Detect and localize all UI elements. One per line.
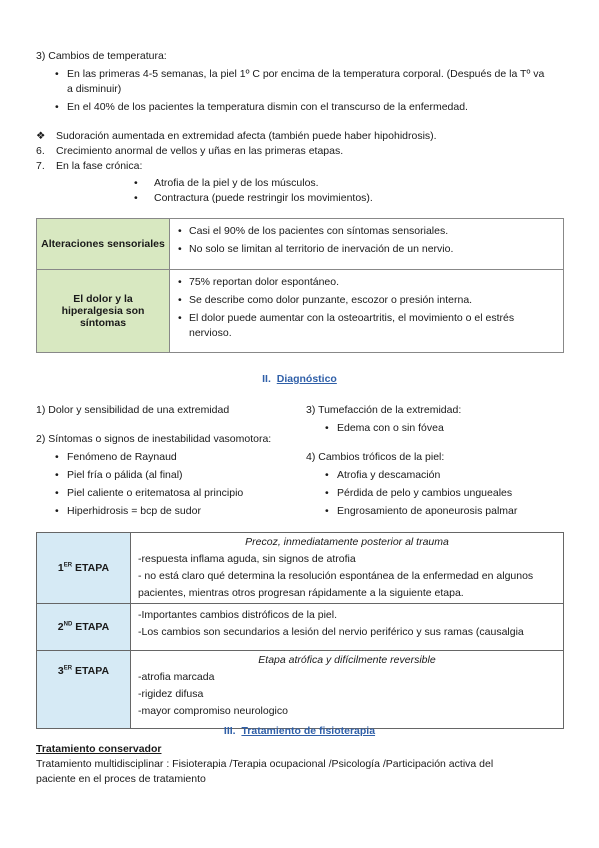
row-label: Alteraciones sensoriales [37,219,170,270]
list-item: • El dolor puede aumentar con la osteoartritis, el movimiento o el estrés nervioso. [189,311,556,341]
list-item: • Se describe como dolor punzante, escozor o presión interna. [189,293,556,308]
stages-table [36,532,564,729]
diamond-item: ❖ Sudoración aumentada en extremidad afecta (también puede haber hipohidrosis). [36,130,437,142]
stage-line: -respuesta inflama aguda, sin signos de atrofia [138,553,356,565]
diag-item-2-bullet: • Piel fría o pálida (al final) [55,469,183,481]
section-heading-diagnostico: II. Diagnóstico [262,373,337,385]
table-row [37,533,564,604]
table-row [37,270,564,353]
diag-item-1: 1) Dolor y sensibilidad de una extremidad [36,404,230,416]
diamond-bullet-icon: ❖ [36,130,46,142]
stage-content [131,533,564,604]
diag-item-2: 2) Síntomas o signos de inestabilidad vasomotora: [36,433,272,445]
stage-line: -Los cambios son secundarios a lesión del nervio periférico y sus ramas (causalgia [138,626,524,638]
temp-bullet-1-cont: a disminuir) [67,83,122,95]
stage-header: Precoz, inmediatamente posterior al trauma [245,536,449,548]
cronica-bullet-1: • Atrofia de la piel y de los músculos. [134,177,319,189]
temp-title: 3) Cambios de temperatura: [36,50,167,62]
stage-content [131,604,564,651]
section-heading-tratamiento: III. Tratamiento de fisioterapia [223,725,376,737]
list-item: • No solo se limitan al territorio de inervación de un nervio. [189,242,556,257]
row-content [170,219,564,270]
temp-bullet-1: • En las primeras 4-5 semanas, la piel 1º C por encima de la temperatura corporal. (Después de la Tº va [55,68,545,80]
stage-label: 3ER ETAPA [37,651,131,729]
diag-item-4-bullet: • Pérdida de pelo y cambios ungueales [325,487,513,499]
temp-bullet-2: • En el 40% de los pacientes la temperatura dismin con el transcurso de la enfermedad. [55,101,468,113]
stage-line: -Importantes cambios distróficos de la piel. [138,609,338,621]
numbered-item-6: 6. Crecimiento anormal de vellos y uñas en las primeras etapas. [36,145,344,157]
table-row [37,219,564,270]
diag-item-2-bullet: • Hiperhidrosis = bcp de sudor [55,505,201,517]
stage-line: -atrofia marcada [138,671,215,683]
numbered-item-7: 7. En la fase crónica: [36,160,143,172]
diag-item-4-bullet: • Atrofia y descamación [325,469,441,481]
stage-label: 1ER ETAPA [37,533,131,604]
cronica-bullet-2: • Contractura (puede restringir los movimientos). [134,192,373,204]
stage-line: pacientes, mientras otros progresan rápidamente a la siguiente etapa. [138,587,464,599]
symptoms-table [36,218,564,353]
diag-item-2-bullet: • Fenómeno de Raynaud [55,451,177,463]
row-content [170,270,564,353]
stage-line: -mayor compromiso neurologico [138,705,288,717]
diag-item-2-bullet: • Piel caliente o eritematosa al principio [55,487,244,499]
treatment-subtitle: Tratamiento conservador [36,743,162,755]
row-label: El dolor y la hiperalgesia son síntomas [37,270,170,353]
list-item: • Casi el 90% de los pacientes con síntomas sensoriales. [189,224,556,239]
diag-item-4: 4) Cambios tróficos de la piel: [306,451,445,463]
stage-header: Etapa atrófica y difícilmente reversible [258,654,436,666]
diag-item-3-bullet: • Edema con o sin fóvea [325,422,444,434]
table-row [37,604,564,651]
list-item: • 75% reportan dolor espontáneo. [189,275,556,290]
stage-content [131,651,564,729]
treatment-line-2: paciente en el proces de tratamiento [36,773,206,785]
diag-item-4-bullet: • Engrosamiento de aponeurosis palmar [325,505,518,517]
stage-label: 2ND ETAPA [37,604,131,651]
table-row [37,651,564,729]
stage-line: - no está claro qué determina la resolución espontánea de la enfermedad en algunos [138,570,534,582]
stage-line: -rigidez difusa [138,688,204,700]
treatment-line-1: Tratamiento multidisciplinar : Fisioterapia /Terapia ocupacional /Psicología /Participación activa del [36,758,494,770]
diag-item-3: 3) Tumefacción de la extremidad: [306,404,462,416]
